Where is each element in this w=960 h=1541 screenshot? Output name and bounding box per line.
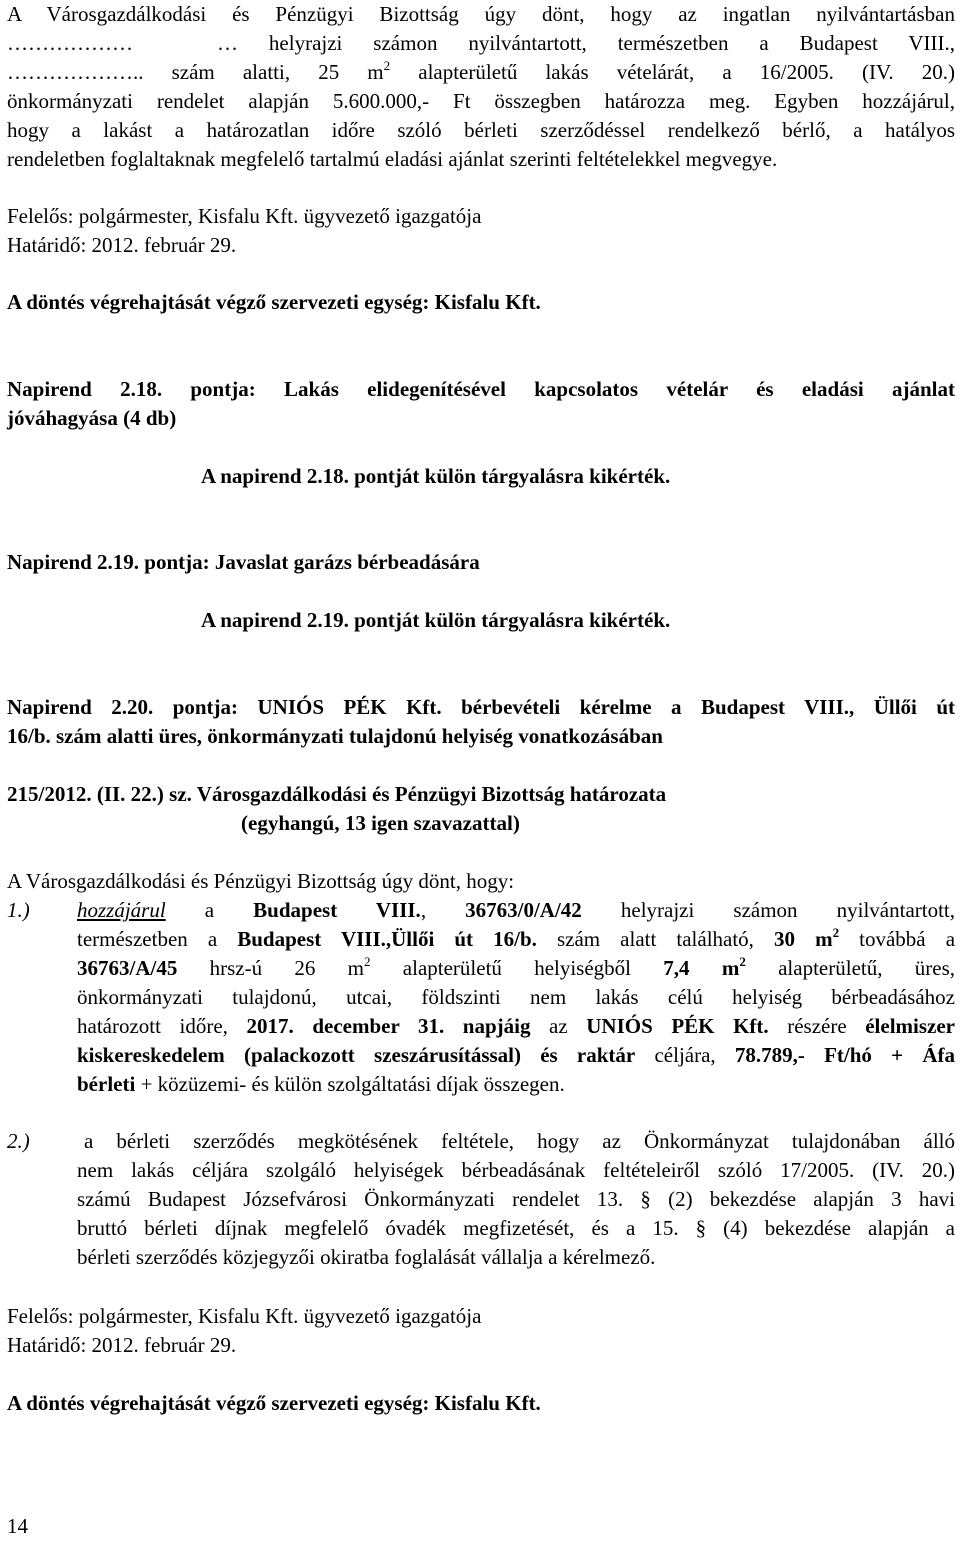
- executing-unit-2: A döntés végrehajtását végző szervezeti egység: Kisfalu Kft.: [7, 1391, 541, 1415]
- intro-line-3: ……………….. szám alatti, 25 $m^2$ alapterületű lakás vételárát, a 16/2005. (IV. 20.): [7, 58, 956, 84]
- point-2-line-3: számú Budapest Józsefvárosi Önkormányzati rendelet 13. § (2) bekezdése alapján 3 havi: [77, 1187, 955, 1211]
- responsible-1: Felelős: polgármester, Kisfalu Kft. ügyvezető igazgatója: [7, 204, 482, 228]
- point-1-line-4: önkormányzati tulajdonú, utcai, földszinti nem lakás célú helyiség bérbeadásához: [77, 985, 955, 1009]
- point-1-line-2: természetben a Budapest VIII.,Üllői út 16/b. szám alatt található, 30 $m^2$ továbbá a: [77, 925, 956, 951]
- point-2-line-5: bérleti szerződés közjegyzői okiratba foglalását vállalja a kérelmező.: [77, 1245, 656, 1269]
- intro-line-1: A Városgazdálkodási és Pénzügyi Bizottság úgy dönt, hogy az ingatlan nyilvántartásban: [7, 2, 955, 26]
- agenda-2-18-note: A napirend 2.18. pontját külön tárgyalásra kikérték.: [201, 464, 671, 488]
- intro-line-4: önkormányzati rendelet alapján 5.600.000,- Ft összegben határozza meg. Egyben hozzájárul,: [7, 89, 955, 113]
- point-1-line-7: bérleti + közüzemi- és külön szolgáltatási díjak összegen.: [77, 1072, 565, 1096]
- point-2-line-1: a bérleti szerződés megkötésének feltétele, hogy az Önkormányzat tulajdonában álló: [84, 1129, 955, 1153]
- resolution-vote: (egyhangú, 13 igen szavazattal): [241, 811, 520, 835]
- point-1-number: 1.): [7, 898, 30, 922]
- responsible-2: Felelős: polgármester, Kisfalu Kft. ügyvezető igazgatója: [7, 1304, 482, 1328]
- page-number: 14: [7, 1514, 28, 1538]
- agenda-2-20-title-1: Napirend 2.20. pontja: UNIÓS PÉK Kft. bérbevételi kérelme a Budapest VIII., Üllői út: [7, 695, 955, 719]
- deadline-1: Határidő: 2012. február 29.: [7, 233, 237, 257]
- point-2-line-4: bruttó bérleti díjnak megfelelő óvadék megfizetését, és a 15. § (4) bekezdése alapján a: [77, 1216, 955, 1240]
- intro-dots: ………………: [7, 31, 133, 55]
- agenda-2-20-title-2: 16/b. szám alatti üres, önkormányzati tulajdonú helyiség vonatkozásában: [7, 724, 663, 748]
- point-2-line-2: nem lakás céljára szolgáló helyiségek bérbeadásának feltételeiről szóló 17/2005. (IV. 20.): [77, 1158, 955, 1182]
- executing-unit-1: A döntés végrehajtását végző szervezeti egység: Kisfalu Kft.: [7, 290, 541, 314]
- deadline-2: Határidő: 2012. február 29.: [7, 1333, 237, 1357]
- agenda-2-19-note: A napirend 2.19. pontját külön tárgyalásra kikérték.: [201, 608, 671, 632]
- resolution-intro: A Városgazdálkodási és Pénzügyi Bizottság úgy dönt, hogy:: [7, 869, 515, 893]
- intro-line-2-text: … helyrajzi számon nyilvántartott, természetben a Budapest VIII.,: [217, 31, 955, 55]
- intro-line-6: rendeletben foglaltaknak megfelelő tartalmú eladási ajánlat szerinti feltételekkel megvegye.: [7, 147, 778, 171]
- agenda-2-19-title: Napirend 2.19. pontja: Javaslat garázs bérbeadására: [7, 550, 480, 574]
- resolution-number: 215/2012. (II. 22.) sz. Városgazdálkodási és Pénzügyi Bizottság határozata: [7, 782, 667, 806]
- point-1-line-6: kiskereskedelem (palackozott szeszárusítással) és raktár céljára, 78.789,- Ft/hó + Áfa: [77, 1043, 955, 1067]
- intro-line-5: hogy a lakást a határozatlan időre szóló bérleti szerződéssel rendelkező bérlő, a hatályos: [7, 118, 955, 142]
- point-1-line-3: 36763/A/45 hrsz-ú 26 $m^2$ alapterületű helyiségből 7,4 $m^2$ alapterületű, üres,: [77, 954, 955, 980]
- agenda-2-18-title-2: jóváhagyása (4 db): [7, 406, 177, 430]
- point-1-line-1: hozzájárul a Budapest VIII., 36763/0/A/42 helyrajzi számon nyilvántartott,: [77, 898, 956, 922]
- agenda-2-18-title-1: Napirend 2.18. pontja: Lakás elidegenítésével kapcsolatos vételár és eladási ajánlat: [7, 377, 955, 401]
- point-2-number: 2.): [7, 1129, 30, 1153]
- point-1-line-5: határozott időre, 2017. december 31. napjáig az UNIÓS PÉK Kft. részére élelmiszer: [77, 1014, 955, 1038]
